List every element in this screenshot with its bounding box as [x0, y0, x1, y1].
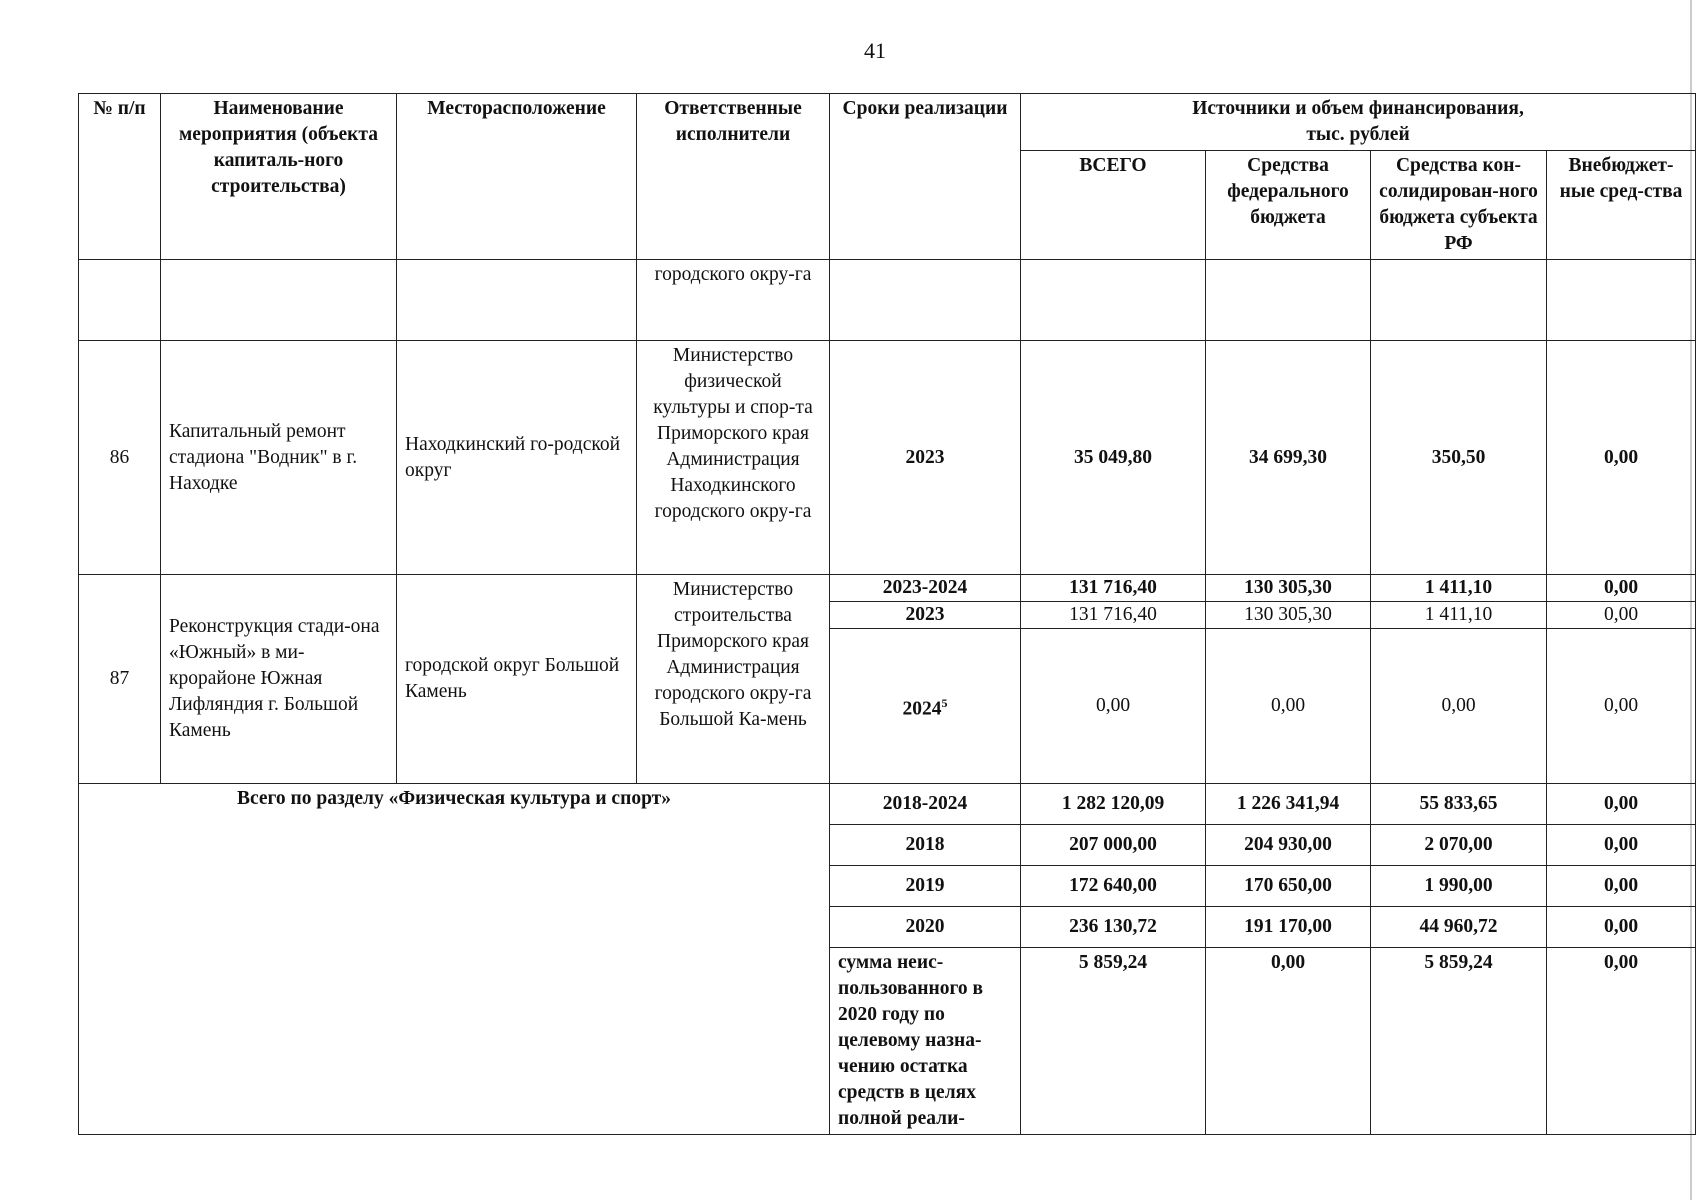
total-regional-5: 5 859,24 [1371, 948, 1547, 1135]
header-executors: Ответственные исполнители [637, 94, 830, 260]
row87-num: 87 [79, 575, 161, 784]
row86-offbudget: 0,00 [1547, 341, 1696, 575]
total-federal-4: 191 170,00 [1206, 907, 1371, 948]
total-offbudget-4: 0,00 [1547, 907, 1696, 948]
row87-offbudget-3: 0,00 [1547, 629, 1696, 784]
total-term-1: 2018-2024 [830, 784, 1021, 825]
total-offbudget-3: 0,00 [1547, 866, 1696, 907]
row87-term-2: 2023 [830, 602, 1021, 629]
row87-total-3: 0,00 [1021, 629, 1206, 784]
row86-name: Капитальный ремонт стадиона "Водник" в г. Находке [161, 341, 397, 575]
row87-regional-3: 0,00 [1371, 629, 1547, 784]
header-terms: Сроки реализации [830, 94, 1021, 260]
row87-executors: Министерство строительства Приморского края Администрация городского окру-га Большой Ка-мень [637, 575, 830, 784]
row87-regional-1: 1 411,10 [1371, 575, 1547, 602]
row86-term: 2023 [830, 341, 1021, 575]
row86-total: 35 049,80 [1021, 341, 1206, 575]
header-location: Месторасположение [397, 94, 637, 260]
total-regional-1: 55 833,65 [1371, 784, 1547, 825]
row-87-line-1 [79, 575, 1696, 602]
total-total-2: 207 000,00 [1021, 825, 1206, 866]
header-total: ВСЕГО [1021, 151, 1206, 260]
row86-executors: Министерство физической культуры и спор-та Приморского края Администрация Находкинского городского окру-га [637, 341, 830, 575]
total-term-4: 2020 [830, 907, 1021, 948]
row87-term-3 [830, 629, 1021, 784]
total-term-3: 2019 [830, 866, 1021, 907]
total-federal-3: 170 650,00 [1206, 866, 1371, 907]
row87-term-3-footnote: 5 [941, 695, 948, 710]
row86-num: 86 [79, 341, 161, 575]
row87-location: городской округ Большой Камень [397, 575, 637, 784]
total-total-5: 5 859,24 [1021, 948, 1206, 1135]
total-total-4: 236 130,72 [1021, 907, 1206, 948]
row87-offbudget-2: 0,00 [1547, 602, 1696, 629]
total-term-2: 2018 [830, 825, 1021, 866]
header-num: № п/п [79, 94, 161, 260]
total-offbudget-5: 0,00 [1547, 948, 1696, 1135]
total-regional-3: 1 990,00 [1371, 866, 1547, 907]
total-federal-2: 204 930,00 [1206, 825, 1371, 866]
row87-federal-2: 130 305,30 [1206, 602, 1371, 629]
header-federal: Средства федерального бюджета [1206, 151, 1371, 260]
row86-federal: 34 699,30 [1206, 341, 1371, 575]
total-term-5: сумма неис-пользованного в 2020 году по целевому назна-чению остатка средств в целях полной реали- [830, 948, 1021, 1135]
total-total-1: 1 282 120,09 [1021, 784, 1206, 825]
section-total-label: Всего по разделу «Физическая культура и спорт» [79, 784, 830, 1135]
row87-regional-2: 1 411,10 [1371, 602, 1547, 629]
header-funding: Источники и объем финансирования, тыс. рублей [1021, 94, 1696, 151]
row87-term-3-year: 2024 [902, 698, 942, 720]
continuation-row [79, 260, 1696, 341]
financing-table [78, 93, 1696, 1135]
row87-name: Реконструкция стади-она «Южный» в ми-крорайоне Южная Лифляндия г. Большой Камень [161, 575, 397, 784]
row86-location: Находкинский го-родской округ [397, 341, 637, 575]
total-offbudget-1: 0,00 [1547, 784, 1696, 825]
total-federal-1: 1 226 341,94 [1206, 784, 1371, 825]
total-regional-4: 44 960,72 [1371, 907, 1547, 948]
row87-total-1: 131 716,40 [1021, 575, 1206, 602]
total-total-3: 172 640,00 [1021, 866, 1206, 907]
row87-offbudget-1: 0,00 [1547, 575, 1696, 602]
total-federal-5: 0,00 [1206, 948, 1371, 1135]
row-86 [79, 341, 1696, 575]
header-offbudget: Внебюджет-ные сред-ства [1547, 151, 1696, 260]
cont-executors: городского окру-га [637, 260, 830, 341]
row87-federal-3: 0,00 [1206, 629, 1371, 784]
header-regional: Средства кон-солидирован-ного бюджета субъекта РФ [1371, 151, 1547, 260]
header-name: Наименование мероприятия (объекта капиталь-ного строительства) [161, 94, 397, 260]
total-line-1 [79, 784, 1696, 825]
row87-federal-1: 130 305,30 [1206, 575, 1371, 602]
row87-total-2: 131 716,40 [1021, 602, 1206, 629]
total-offbudget-2: 0,00 [1547, 825, 1696, 866]
total-regional-2: 2 070,00 [1371, 825, 1547, 866]
header-row-1 [79, 94, 1696, 151]
row87-term-1: 2023-2024 [830, 575, 1021, 602]
row86-regional: 350,50 [1371, 341, 1547, 575]
page-number: 41 [864, 38, 886, 63]
